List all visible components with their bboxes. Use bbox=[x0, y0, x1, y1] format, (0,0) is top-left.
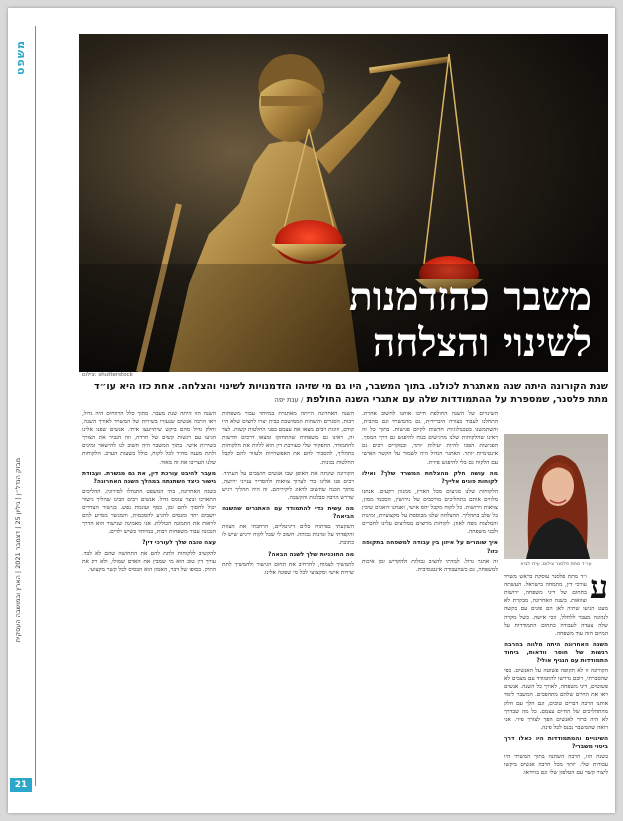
col2-question-2: איך שומרים על איזון בין עבודה למשפחה בתקופה כזו? bbox=[362, 540, 498, 555]
headline-line-2: לשינוי והצלחה bbox=[372, 320, 592, 366]
col4-answer-1: בשנה האחרונה, בתי המשפט התנהלו לסירוגין. ההליכים התארכו ונוצר עומס גדול. אנשים רבים הבינו שהליך גישור יכול לחסוך להם זמן, כסף ועוגמת נפש. בגישור הצדדים יושבים יחד ומנסים להגיע להסכמות, והמגשר מסייע להם לראות את התמונה הכוללת. אני מאמינה שגישור הוא הדרך הנכונה עבור משפחות רבות, במיוחד כשיש ילדים. bbox=[82, 488, 216, 536]
article-deck bbox=[82, 380, 608, 407]
portrait-photo bbox=[504, 434, 608, 559]
col1-question-1: השנה האחרונה היתה מלווה בהרבה רגשות של חוסר וודאות, ביחוד התמודדות עם הנגיף אולי? bbox=[504, 641, 608, 665]
hero-image bbox=[79, 34, 608, 372]
col3-paragraph-2: הקורונה שינתה את האופן שבו אנשים חושבים על העתיד. רבים פנו אלינו כדי לערוך צוואות ולהסדיר ענייני ירושה, מתוך הבנה שחשוב לדאוג ליקיריהם. זה היה תהליך רגיש שדרש הרבה סבלנות והקשבה. bbox=[222, 470, 354, 501]
col3-answer-2: להמשיך לצמוח, להרחיב את תחום הגישור ולהמשיך לתת שירות אישי ומקצועי לכל מי שפונה אלינו. bbox=[222, 561, 354, 576]
column-4 bbox=[82, 410, 216, 788]
magazine-name: משפט bbox=[14, 40, 27, 76]
portrait-caption: עו״ד מתת פלסנר צילום: עידו לביא bbox=[520, 562, 592, 567]
side-divider bbox=[35, 26, 36, 786]
col1-answer-2: בשנה הזו, הרבה השתנה בתוך המשרד היו עבודות שלי. יותר מכל הרבה אנשים ביקשו ליצור קשר עם הטלפון שלי וגם בווידאו. bbox=[504, 754, 608, 777]
page-number: 21 bbox=[10, 778, 32, 792]
col2-answer-1: הלקוחות שלנו מגיעים מכל הארץ, ממגוון רקעים. אנחנו מלווים אותם בתהליכים מורכבים של גירושין, הסכמי ממון, צוואות וירושות. כל לקוח מקבל יחס אישי, ואנחנו דואגים שיבין כל שלב בתהליך. ההצלחה שלנו מבוססת על מקצועיות, זמינות והמלצות מפה לאוזן. לקוחות מרוצים ממליצים עלינו לחברים ולבני משפחה. bbox=[362, 488, 498, 536]
portrait-illustration bbox=[504, 434, 608, 559]
article-body bbox=[82, 410, 608, 788]
issue-info: מבזק הנדל״ן | גיליון 25 | דצמבר 2021 | הארץ ובמושבה העסקית bbox=[14, 458, 22, 643]
col4-paragraph-1: השנה הזו היתה שנת מעבר. מתוך כלל הרווחים היה גדול, ראו הרבה אנשים שנעזרו בשירות של המשרד לאורך השנה, וחלק גדול מהם ביקש שיתייעצו איתי. אנשים שפנו אלינו הגיעו עם רגשות קשים של חרדה, וזה הגביר את הצורך בשירות אישי. בתוך המשבר היה חשוב לנו להישאר זמינים ולתת מענה מהיר לכל לקוח, כולל בשעות הערב. הלקוחות שלנו העריכו את זה מאוד. bbox=[82, 411, 216, 466]
col4-answer-2: להקשיב ללקוחות ולתת להם את התחושה שהם לא לבד. עורך דין טוב הוא מי שמבין את האדם שמולו, ולא רק את התיק. בסופו של דבר, האמון הוא הבסיס לכל קשר מקצועי. bbox=[82, 550, 216, 573]
col3-paragraph-1: השנה האחרונה הייתה מאתגרת במיוחד עבור משפחות רבות. הסגרים והשהות הממושכת בבית יצרו לחצים שלא היו קודם, וזוגות רבים מצאו את עצמם בפני החלטות קשות. לצד זה, ראינו גם משפחות שהתחזקו ומצאו דרכים חדשות להתמודד. התפקיד שלי כעורכת דין הוא ללוות את הלקוחות בתהליך, להסביר להם את האפשרויות ולעזור להם לקבל החלטות נכונות. bbox=[222, 411, 354, 466]
deck-text: שנת הקורונה היתה שנה מאתגרת לכולנו. בתוך המשבר, היו גם מי שזיהו הזדמנויות לשינוי והצלחה. אחת כזו היא עו״ד מתת פלסנר, שמספרת על ההתמודדות שלה עם אתגרי השנה החולפת bbox=[94, 381, 608, 405]
col3-answer-1: השקעתי בפיתוח כלים דיגיטליים, הרחבתי את הצוות והקפדתי על זמינות גבוהה. חשוב לי שכל לקוח ירגיש שיש לו כתובת. bbox=[222, 524, 354, 547]
column-1 bbox=[504, 410, 608, 788]
side-strip bbox=[8, 8, 34, 813]
headline-line-1: משבר כהזדמנות bbox=[349, 274, 592, 320]
col3-question-2: מה התוכניות שלך לשנה הבאה? bbox=[268, 551, 354, 558]
col1-question-2: השינויים והמתמודדות היו כאלו דרך ביטוי משברי? bbox=[504, 735, 608, 750]
col2-answer-2: זה אתגר גדול. למדתי להציב גבולות ולהקדיש זמן איכות למשפחה, גם כשהעבודה אינטנסיבית. bbox=[362, 558, 498, 573]
col4-question-1: מעבר להיבט עורכת דין, את גם מגשרת. ועבודת גישור כיצד השתנתה במהלך השנה האחרונה? bbox=[82, 470, 216, 485]
magazine-page bbox=[8, 8, 615, 813]
column-3 bbox=[222, 410, 354, 788]
col2-question-1: מה עושה חלק מהצלחת המשרד שלך? ואילו לקוחות פונים אלייך? bbox=[362, 470, 498, 485]
byline: / ענת יפה bbox=[274, 396, 304, 404]
dropcap: ע bbox=[589, 568, 608, 607]
col1-intro: ו״ד מתת פלסנר עוסקת בראש משרד עורכי דין, מתמחה בישראל. העשתה בתחום של דיני משפחה, ירושות וצוואות. בשנה האחרונה, מבקרת לא מעט הגיעו שתיה לאן הם פונים עם בקשה לנהוגה מעבר ללחלל, זוכי אישה. כשל מקרה שלה צעדה לעבודה בתחום התמודדות על המיזם הזה עוד משפחה. bbox=[504, 574, 608, 637]
col4-question-2: עצה טובה שלך לעורכי דין? bbox=[142, 540, 216, 547]
photo-credit: צילום: shutterstock bbox=[82, 372, 133, 378]
col1-answer-1: הקורונה זו לא תקופה פשוטה על האנשים. כפי שהסברתי, רובם נדרשו להתמודד עם מצבים לא פשוטים, דיני משפחה, לאורך כל השנה. אנשים ראו את החיים שלהם מתהפכים. המשבר לימד אותנו הרבה דברים טובים, וגם הלך עם חלק מהתהליכים של החיים עצמם. כל מה שבדרך לא היה ברור לאנשים הפך לצורך פיזי. אני רואה שהמשבר נכנס לכל פינה. bbox=[504, 668, 608, 731]
col3-question-1: מה עשית כדי להתמודד עם האתגרים שהשנה הביאה? bbox=[222, 506, 354, 521]
column-2 bbox=[362, 410, 498, 788]
headline bbox=[232, 274, 592, 366]
col2-paragraph-1: השינויים של השנה החולפת חייבו אותנו לחשוב אחרת. התחלנו לעבוד בצורה היברידית, גם מהמשרד וגם מהבית, והשתמשנו בטכנולוגיות חדשות לקיום פגישות. בתוך כל זה ראינו שהלקוחות שלנו מרגישים בנוח להיפגש גם דרך המסך. הפגישות הפכו להיות יעילות יותר, ובמקרים רבים גם אינטימיות יותר. האתגר הגדול היה לשמור על הקשר האישי עם הלקוח גם בלי להיפגש פיזית. bbox=[362, 411, 498, 466]
